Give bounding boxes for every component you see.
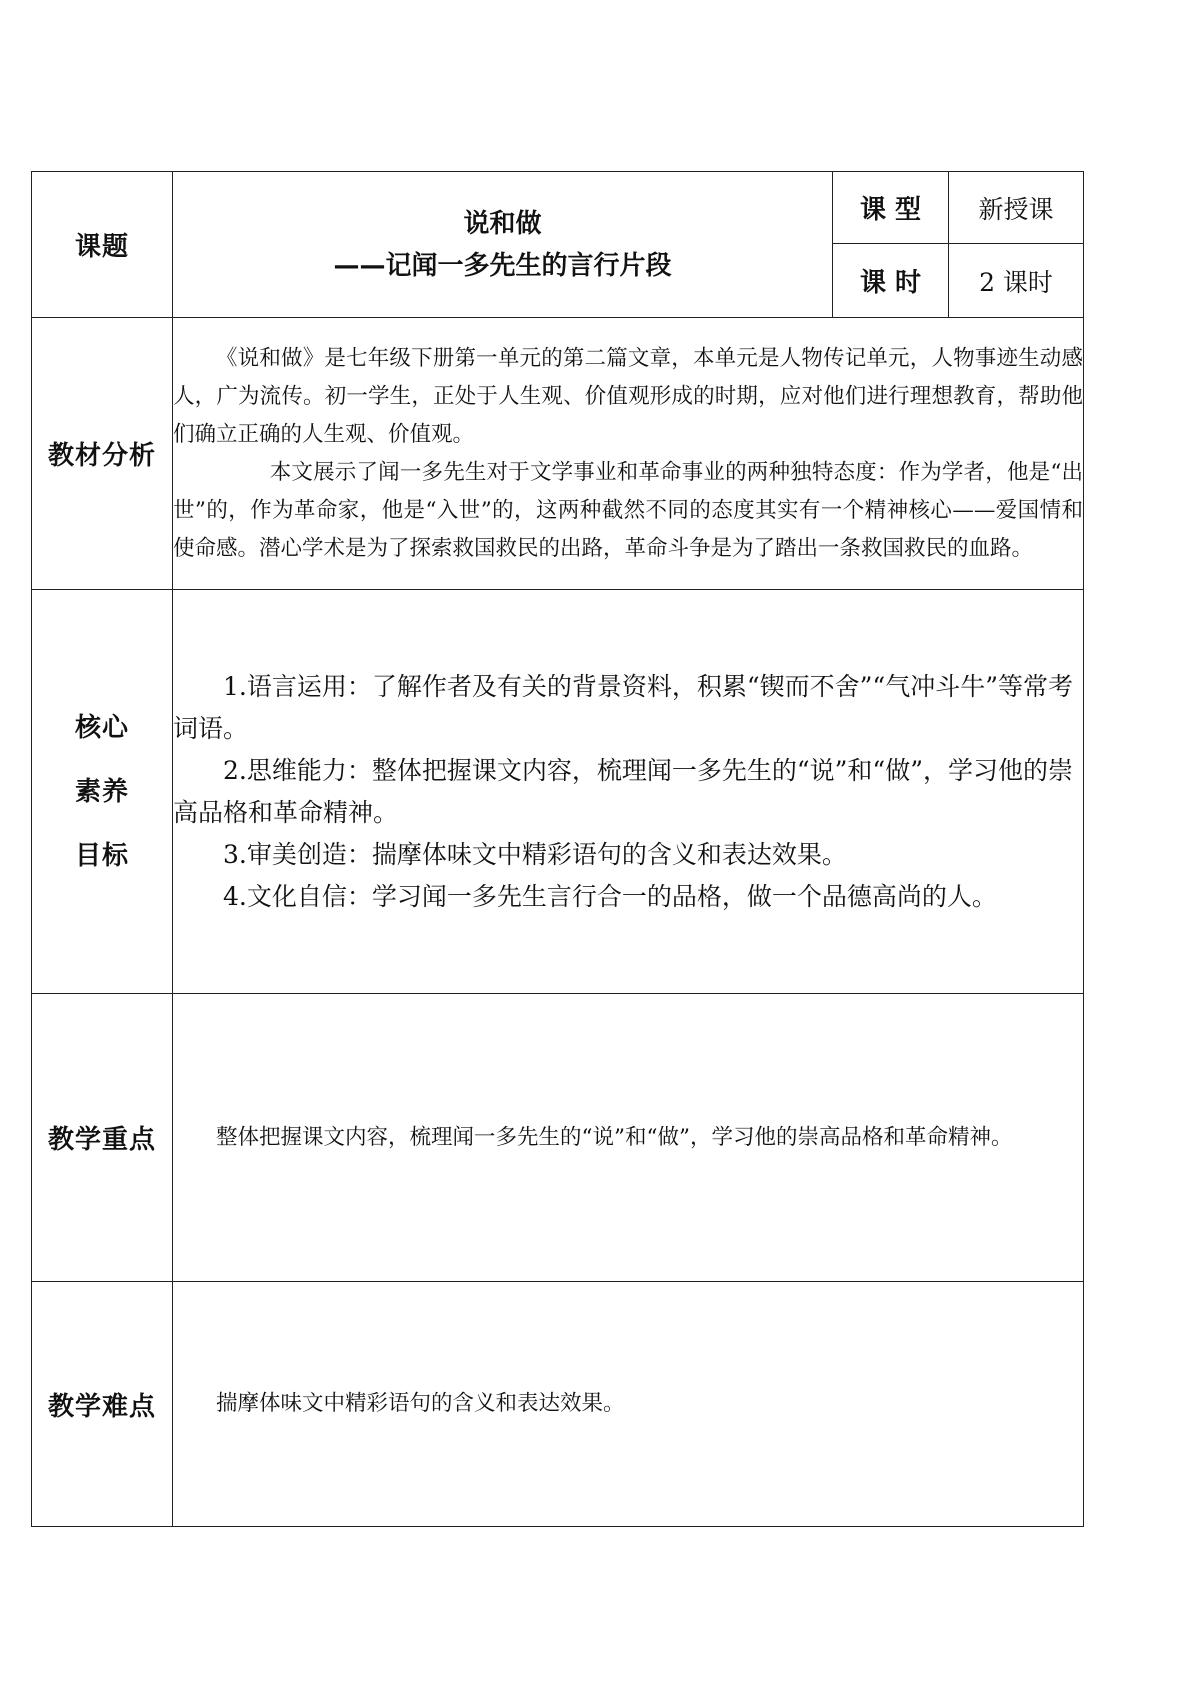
goals-label-line: 核心 (74, 712, 129, 743)
lesson-title: 说和做 (463, 208, 542, 239)
difficulty-label: 教学难点 (47, 1391, 156, 1422)
goal-item: 2.思维能力：整体把握课文内容，梳理闻一多先生的“说”和“做”，学习他的崇高品格和革命精神。 (173, 755, 1073, 827)
type-value: 新授课 (978, 194, 1054, 224)
goals-content (173, 590, 1084, 994)
analysis-content (173, 318, 1084, 590)
topic-label: 课题 (74, 232, 129, 262)
goals-label-cell (32, 590, 173, 994)
goal-item: 1.语言运用：了解作者及有关的背景资料，积累“锲而不舍”“气冲斗牛”等常考词语。 (173, 671, 1073, 743)
analysis-paragraph: 《说和做》是七年级下册第一单元的第二篇文章，本单元是人物传记单元，人物事迹生动感人，广为流传。初一学生，正处于人生观、价值观形成的时期，应对他们进行理想教育，帮助他们确立正确的人生观、价值观。 (173, 345, 1083, 447)
difficulty-text: 揣摩体味文中精彩语句的含义和表达效果。 (216, 1391, 625, 1416)
hours-label: 课 时 (859, 268, 922, 298)
goal-item: 3.审美创造：揣摩体味文中精彩语句的含义和表达效果。 (223, 839, 847, 869)
goal-item: 4.文化自信：学习闻一多先生言行合一的品格，做一个品德高尚的人。 (223, 881, 997, 911)
goals-label-line: 目标 (74, 840, 129, 871)
type-label: 课 型 (859, 195, 922, 225)
hours-value: 2 课时 (979, 267, 1053, 297)
type-label-cell (833, 172, 949, 244)
analysis-paragraph: 本文展示了闻一多先生对于文学事业和革命事业的两种独特态度：作为学者，他是“出世”的，作为革命家，他是“入世”的，这两种截然不同的态度其实有一个精神核心——爱国情和使命感。潜心学术是为了探索救国救民的出路，革命斗争是为了踏出一条救国救民的血路。 (173, 459, 1083, 561)
analysis-label-cell (32, 318, 173, 590)
title-cell (173, 172, 833, 318)
difficulty-content (173, 1282, 1084, 1527)
key-point-content (173, 994, 1084, 1282)
lesson-subtitle: ——记闻一多先生的言行片段 (333, 250, 672, 281)
difficulty-label-cell (32, 1282, 173, 1527)
analysis-label: 教材分析 (47, 441, 156, 471)
hours-label-cell (833, 244, 949, 318)
topic-label-cell (32, 172, 173, 318)
lesson-plan-table (31, 171, 1084, 1527)
goals-label-line: 素养 (74, 776, 129, 807)
key-point-text: 整体把握课文内容，梳理闻一多先生的“说”和“做”，学习他的崇高品格和革命精神。 (216, 1124, 1013, 1150)
type-value-cell (949, 172, 1084, 244)
hours-value-cell (949, 244, 1084, 318)
key-point-label: 教学重点 (47, 1125, 156, 1155)
key-point-label-cell (32, 994, 173, 1282)
